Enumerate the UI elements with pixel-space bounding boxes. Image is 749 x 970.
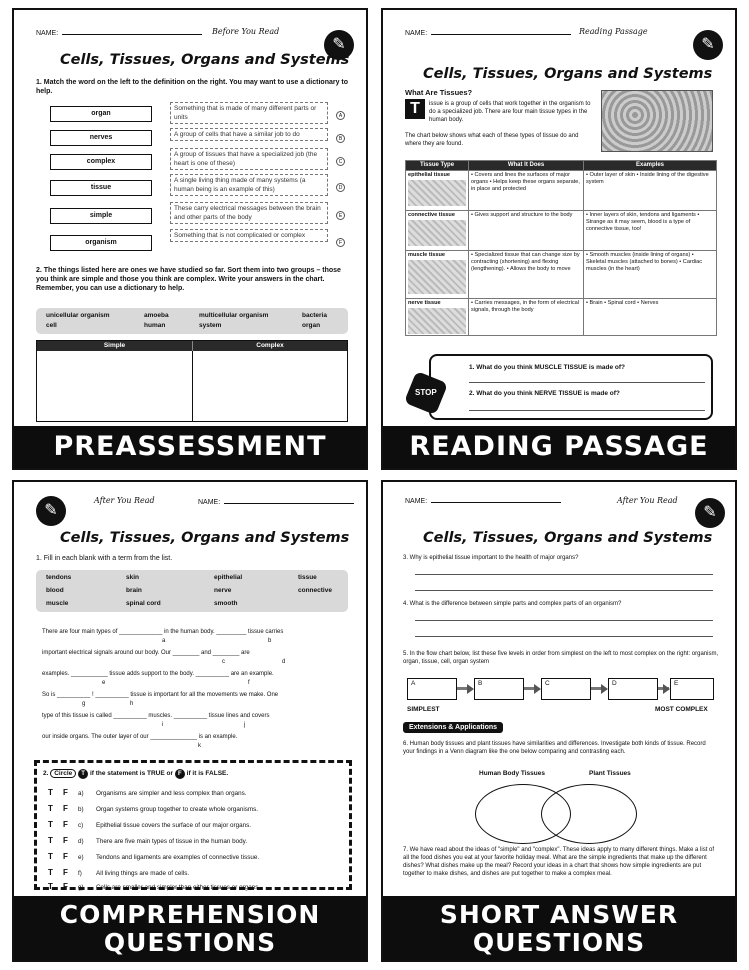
stop-question-2: 2. What do you think NERVE TISSUE is made of? [469, 390, 620, 397]
f-choice[interactable]: F [63, 804, 68, 813]
match-word: tissue [50, 180, 152, 196]
instruction-text: if it is FALSE. [186, 770, 229, 777]
tissue-type: muscle tissue [408, 252, 445, 258]
t-choice[interactable]: T [48, 820, 53, 829]
stop-label: STOP [415, 387, 437, 397]
paragraph-line: important electrical signals around our body. Our ________ and ________ are [42, 650, 250, 656]
tf-statement: Tendons and ligaments are examples of connective tissue. [96, 854, 260, 861]
blank-letter: i [162, 722, 164, 728]
question-1: 1. Fill in each blank with a term from the list. [36, 555, 173, 562]
question-4: 4. What is the difference between simple parts and complex parts of an organism? [403, 601, 622, 607]
complex-column-header: Complex [192, 341, 347, 351]
arrow-right-icon [601, 684, 608, 694]
name-label: NAME: [405, 30, 428, 37]
blank-letter: g [82, 701, 86, 707]
term: brain [126, 587, 142, 594]
flow-box[interactable]: D [608, 678, 658, 700]
pencil-icon: ✎ [324, 30, 354, 60]
tissue-type: nerve tissue [408, 300, 441, 306]
banner-line: QUESTIONS [472, 928, 646, 957]
drop-cap: T [405, 99, 425, 119]
question-6: 6. Human body tissues and plant tissues have similarities and differences. Investigate both kinds of tissue. Record your findings in a Venn diagram like the one below comparing and contrasting each. [403, 741, 706, 755]
chart-intro-text: The chart below shows what each of these types of tissue do and where they are found. [405, 133, 579, 147]
f-choice[interactable]: F [63, 882, 68, 891]
tf-letter: g) [78, 884, 84, 891]
after-you-read-tag: After You Read [617, 496, 678, 505]
term: connective [298, 587, 332, 594]
word-bank-item: cell [46, 322, 57, 329]
what-it-does: • Carries messages, in the form of electrical signals, through the body [469, 299, 584, 336]
pencil-icon: ✎ [693, 30, 723, 60]
tf-letter: f) [78, 870, 82, 877]
col-header: Examples [584, 161, 717, 171]
page-title: Cells, Tissues, Organs and Systems [423, 66, 713, 82]
fill-in-paragraph [42, 628, 348, 754]
tissue-image [408, 220, 466, 246]
question-5: 5. In the flow chart below, list these five levels in order from simplest on the left to most complex on the right: organism, organ, tissue, cell, organ system [403, 651, 719, 665]
question-7: 7. We have read about the ideas of "simple" and "complex". These ideas apply to many different things. Make a list of all the food dishes you eat at your favorite holiday meal. What are the simple ingredients that make up the different dishes? What dishes make up the meal? Record your ideas in a chart that shows how simple ingredients are put together to make dishes, and dishes are put together to make a complex meal. [403, 847, 715, 877]
true-icon: T [78, 769, 88, 779]
term: tendons [46, 574, 72, 581]
question-3: 3. Why is epithelial tissue important to the health of major organs? [403, 555, 579, 561]
term-bank [36, 570, 348, 612]
table-row [406, 299, 717, 336]
term: nerve [214, 587, 232, 594]
arrow-right-icon [467, 684, 474, 694]
pencil-icon: ✎ [695, 498, 725, 528]
term: skin [126, 574, 140, 581]
f-choice[interactable]: F [63, 868, 68, 877]
word-bank [36, 308, 348, 334]
name-field[interactable] [405, 496, 561, 505]
blank-letter: d [282, 659, 286, 665]
stop-question-1: 1. What do you think MUSCLE TISSUE is made of? [469, 364, 626, 371]
name-label: NAME: [405, 498, 428, 505]
sort-chart [36, 340, 348, 422]
venn-right-circle [541, 784, 637, 844]
what-it-does: • Gives support and structure to the body [469, 211, 584, 251]
what-it-does: • Covers and lines the surfaces of major organs • Helps keep these organs separate, in place and protected [469, 171, 584, 211]
paragraph-line: examples. ___________ tissue adds support to the body. __________ are an example. [42, 671, 274, 677]
tf-statement: Cells are smaller and simpler than either tissues or organs. [96, 884, 261, 891]
word-bank-item: multicellular organism [199, 312, 269, 319]
blank-letter: e [102, 680, 106, 686]
word-bank-item: human [144, 322, 166, 329]
f-choice[interactable]: F [63, 788, 68, 797]
arrow-right-icon [534, 684, 541, 694]
column-divider [192, 351, 193, 421]
intro-text: issue is a group of cells that work together in the organism to do a specialized job. There are four main tissue types in the human body. [429, 101, 591, 123]
letter-bubble: E [336, 211, 345, 220]
match-definition: Something that is made of many different parts or units [170, 102, 328, 124]
match-word: organ [50, 106, 152, 122]
t-choice[interactable]: T [48, 882, 53, 891]
paragraph-line: There are four main types of _____________ in the human body. _________ tissue carries [42, 629, 284, 635]
match-word: simple [50, 208, 152, 224]
section-banner [383, 896, 735, 960]
tf-letter: e) [78, 854, 84, 861]
instruction-text: if the statement is TRUE or [89, 770, 174, 777]
word-bank-item: organ [302, 322, 321, 329]
t-choice[interactable]: T [48, 868, 53, 877]
flow-box[interactable]: B [474, 678, 524, 700]
flow-box[interactable]: C [541, 678, 591, 700]
banner-line: SHORT ANSWER [439, 900, 679, 929]
tf-statement: There are five main types of tissue in the human body. [96, 838, 248, 845]
tf-statement: Organ systems group together to create whole organisms. [96, 806, 259, 813]
t-choice[interactable]: T [48, 804, 53, 813]
paragraph-line: So is __________ ! __________ tissue is important for all the movements we make. One [42, 692, 279, 698]
examples: • Brain • Spinal cord • Nerves [584, 299, 717, 336]
col-header: Tissue Type [406, 161, 469, 171]
simple-column-header: Simple [37, 341, 192, 351]
simplest-label: SIMPLEST [407, 706, 440, 713]
match-word: organism [50, 235, 152, 251]
word-bank-item: unicellular organism [46, 312, 110, 319]
after-you-read-tag: After You Read [94, 496, 155, 505]
blank-letter: a [162, 638, 166, 644]
t-choice[interactable]: T [48, 788, 53, 797]
f-choice[interactable]: F [63, 852, 68, 861]
paragraph-line: our inside organs. The outer layer of our ______________ is an example. [42, 734, 238, 740]
extensions-heading: Extensions & Applications [403, 722, 503, 733]
term: smooth [214, 600, 238, 607]
term: muscle [46, 600, 69, 607]
paragraph-line: type of this tissue is called __________ muscles. __________ tissue lines and covers [42, 713, 270, 719]
name-field[interactable] [198, 497, 354, 506]
term: tissue [298, 574, 317, 581]
preassessment-panel [12, 8, 368, 470]
name-label: NAME: [198, 499, 221, 506]
word-bank-item: amoeba [144, 312, 169, 319]
reading-passage-tag: Reading Passage [579, 27, 648, 36]
tissue-type: epithelial tissue [408, 172, 450, 178]
name-field[interactable] [36, 28, 202, 37]
letter-bubble: F [336, 238, 345, 247]
letter-bubble: A [336, 111, 345, 120]
flow-box[interactable]: A [407, 678, 457, 700]
match-definition: A single living thing made of many systems (a human being is an example of this) [170, 174, 328, 196]
tf-letter: c) [78, 822, 84, 829]
tissue-image [408, 260, 466, 294]
false-icon: F [175, 769, 185, 779]
tissue-chart [405, 160, 717, 336]
col-header: What It Does [469, 161, 584, 171]
blank-letter: c [222, 659, 225, 665]
match-definition: These carry electrical messages between the brain and other parts of the body [170, 202, 328, 224]
tissue-photo [601, 90, 713, 152]
tf-item[interactable] [48, 820, 251, 829]
match-word: complex [50, 154, 152, 170]
venn-left-label: Human Body Tissues [479, 770, 545, 777]
blank-letter: j [244, 722, 246, 728]
tf-item[interactable] [48, 868, 189, 877]
t-choice[interactable]: T [48, 852, 53, 861]
tf-item[interactable] [48, 882, 260, 891]
word-bank-item: bacteria [302, 312, 327, 319]
letter-bubble: D [336, 183, 345, 192]
tf-item[interactable] [48, 788, 247, 797]
most-complex-label: MOST COMPLEX [655, 706, 708, 713]
f-choice[interactable]: F [63, 836, 68, 845]
tf-statement: Organisms are simpler and less complex than organs. [96, 790, 247, 797]
table-row [406, 251, 717, 299]
banner-line: QUESTIONS [103, 928, 277, 957]
page-title: Cells, Tissues, Organs and Systems [423, 530, 713, 546]
section-banner [14, 896, 366, 960]
match-definition: A group of cells that have a similar job to do [170, 128, 328, 141]
match-definition: Something that is not complicated or complex [170, 229, 328, 242]
page-title: Cells, Tissues, Organs and Systems [60, 52, 350, 68]
what-it-does: • Specialized tissue that can change size by contracting (shortening) and flexing (lengthening). • Allows the body to move [469, 251, 584, 299]
page-title: Cells, Tissues, Organs and Systems [60, 530, 350, 546]
tf-letter: a) [78, 790, 84, 797]
name-label: NAME: [36, 30, 59, 37]
blank-letter: b [268, 638, 272, 644]
tf-item[interactable] [48, 804, 258, 813]
question-number: 2. [43, 770, 49, 777]
examples: • Inner layers of skin, tendons and ligaments • Strange as it may seem, blood is a type of connective tissue, too! [584, 211, 717, 251]
letter-bubble: B [336, 134, 345, 143]
term: spinal cord [126, 600, 161, 607]
comprehension-panel [12, 480, 368, 962]
word-bank-item: system [199, 322, 222, 329]
tf-letter: d) [78, 838, 84, 845]
circle-label: Circle [50, 769, 76, 778]
blank-letter: k [198, 743, 201, 749]
table-row [406, 211, 717, 251]
blank-letter: f [248, 680, 250, 686]
tf-letter: b) [78, 806, 84, 813]
tissue-type: connective tissue [408, 212, 455, 218]
table-row [406, 171, 717, 211]
section-banner: READING PASSAGE [383, 426, 735, 468]
question-1: 1. Match the word on the left to the definition on the right. You may want to use a dictionary to help. [36, 79, 349, 95]
stop-box [429, 354, 713, 420]
tissue-image [408, 308, 466, 334]
f-choice[interactable]: F [63, 820, 68, 829]
t-choice[interactable]: T [48, 836, 53, 845]
tf-statement: Epithelial tissue covers the surface of our major organs. [96, 822, 252, 829]
pencil-icon: ✎ [36, 496, 66, 526]
match-word: nerves [50, 130, 152, 146]
reading-passage-panel [381, 8, 737, 470]
tf-item[interactable] [48, 852, 259, 861]
match-definition: A group of tissues that have a specialized job (the heart is one of these) [170, 148, 328, 170]
question-2: 2. The things listed here are ones we have studied so far. Sort them into two groups – those you think are simple and those you think are complex. Write your answers in the chart. Remember, you can use a dictionary to help. [36, 267, 341, 292]
tf-item[interactable] [48, 836, 247, 845]
name-field[interactable] [405, 28, 571, 37]
examples: • Smooth muscles (inside lining of organs) • Skeletal muscles (attached to bones) • Cardiac muscles (in the heart) [584, 251, 717, 299]
short-answer-panel [381, 480, 737, 962]
term: epithelial [214, 574, 243, 581]
subheading: What Are Tissues? [405, 88, 473, 97]
tissue-image [408, 180, 466, 206]
flow-box[interactable]: E [670, 678, 714, 700]
tf-statement: All living things are made of cells. [96, 870, 190, 877]
question-2 [43, 769, 228, 779]
banner-line: COMPREHENSION [59, 900, 321, 929]
examples: • Outer layer of skin • Inside lining of the digestive system [584, 171, 717, 211]
blank-letter: h [130, 701, 134, 707]
letter-bubble: C [336, 157, 345, 166]
before-you-read-tag: Before You Read [212, 27, 280, 36]
term: blood [46, 587, 64, 594]
section-banner: PREASSESSMENT [14, 426, 366, 468]
arrow-right-icon [663, 684, 670, 694]
venn-right-label: Plant Tissues [589, 770, 631, 777]
